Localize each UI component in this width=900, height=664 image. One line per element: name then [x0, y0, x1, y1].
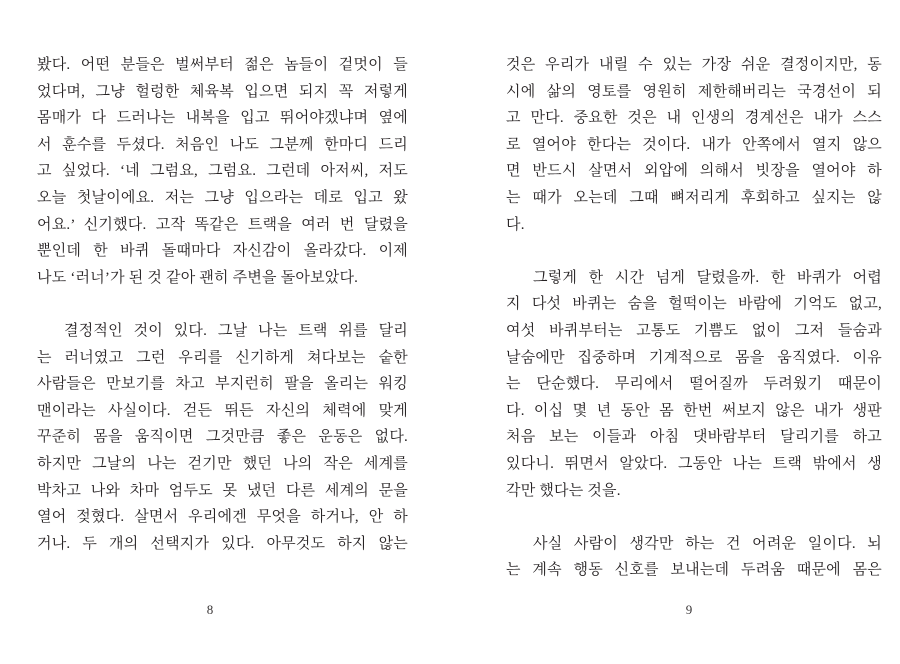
text-line: 몸매가 다 드러나는 내복을 입고 뛰어야겠냐며 옆에: [37, 110, 408, 127]
text-line: 다. 이십 몇 년 동안 몸 한번 써보지 않은 내가 생판: [506, 402, 882, 419]
text-line: 시에 삶의 영토를 영원히 제한해버리는 국경선이 되: [506, 83, 882, 100]
text-line: 나도 ‘러너’가 된 것 같아 괜히 주변을 돌아보았다.: [37, 269, 359, 286]
text-line: 다.: [506, 216, 525, 233]
text-line: 박차고 나와 차마 엄두도 못 냈던 다른 세계의 문을: [37, 482, 408, 499]
text-line: 지 다섯 바퀴는 숨을 헐떡이는 바람에 기억도 없고,: [506, 296, 882, 313]
paragraph: [37, 318, 408, 557]
text-line: 여섯 바퀴부터는 고통도 기쁨도 없이 그저 들숨과: [506, 322, 882, 339]
page-number-left: 8: [206, 602, 214, 617]
text-line: 어요.’ 신기했다. 고작 똑같은 트랙을 여러 번 달렸을: [37, 216, 408, 233]
text-line: 었다며, 그냥 헐렁한 체육복 입으면 되지 꼭 저렇게: [37, 83, 408, 100]
paragraph: [37, 52, 408, 291]
text-line: 는 계속 행동 신호를 보내는데 두려움 때문에 몸은: [506, 562, 882, 579]
text-line: 것은 우리가 내릴 수 있는 가장 쉬운 결정이지만, 동: [506, 57, 882, 73]
paragraph: [506, 52, 882, 238]
text-line: 사람들은 만보기를 차고 부지런히 팔을 올리는 워킹: [37, 376, 408, 393]
text-line: 거나. 두 개의 선택지가 있다. 아무것도 하지 않는: [37, 535, 408, 552]
text-line: 는 때가 오는데 그때 뼈저리게 후회하고 싶지는 않: [506, 189, 882, 206]
text-line: 뿐인데 한 바퀴 돌때마다 자신감이 올라갔다. 이제: [37, 243, 408, 260]
text-line: 꾸준히 몸을 움직이면 그것만큼 좋은 운동은 없다.: [37, 429, 408, 446]
text-line: 면 반드시 살면서 외압에 의해서 빗장을 열어야 하: [506, 163, 882, 180]
text-line: 사실 사람이 생각만 하는 건 어려운 일이다. 뇌: [533, 535, 882, 552]
text-line: 맨이라는 사실이다. 걷든 뛰든 자신의 체력에 맞게: [37, 402, 408, 419]
paragraph: [506, 265, 882, 504]
text-line: 처음 보는 이들과 아침 댓바람부터 달리기를 하고: [506, 429, 882, 446]
text-line: 있다니. 뛰면서 알았다. 그동안 나는 트랙 밖에서 생: [506, 455, 882, 472]
text-line: 오늘 첫날이에요. 저는 그냥 입으라는 데로 입고 왔: [37, 189, 408, 206]
text-line: 는 러너였고 그런 우리를 신기하게 쳐다보는 숱한: [37, 349, 408, 366]
paragraph: [506, 531, 882, 584]
text-line: 그렇게 한 시간 넘게 달렸을까. 한 바퀴가 어렵: [533, 269, 882, 286]
page-9-text: [506, 52, 882, 584]
text-line: 하지만 그날의 나는 걷기만 했던 나의 작은 세계를: [37, 455, 408, 472]
text-line: 고 만다. 중요한 것은 내 인생의 경계선은 내가 스스: [506, 110, 882, 127]
text-line: 각만 했다는 것을.: [506, 482, 621, 499]
text-line: 봤다. 어떤 분들은 벌써부터 젊은 놈들이 겉멋이 들: [37, 57, 408, 73]
text-line: 날숨에만 집중하며 기계적으로 몸을 움직였다. 이유: [506, 349, 882, 366]
text-line: 열어 젖혔다. 살면서 우리에겐 무엇을 하거나, 안 하: [37, 509, 408, 526]
page-number-right: 9: [685, 602, 693, 617]
text-line: 는 단순했다. 무리에서 떨어질까 두려웠기 때문이: [506, 376, 882, 393]
text-line: 결정적인 것이 있다. 그날 나는 트랙 위를 달리: [64, 322, 408, 339]
text-line: 고 싶었다. ‘네 그럼요, 그럼요. 그런데 아저씨, 저도: [37, 163, 408, 180]
page-8-text: [37, 52, 408, 557]
text-line: 로 열어야 한다는 것이다. 내가 안쪽에서 열지 않으: [506, 136, 882, 153]
text-line: 서 훈수를 두셨다. 처음인 나도 그분께 한마디 드리: [37, 136, 408, 153]
